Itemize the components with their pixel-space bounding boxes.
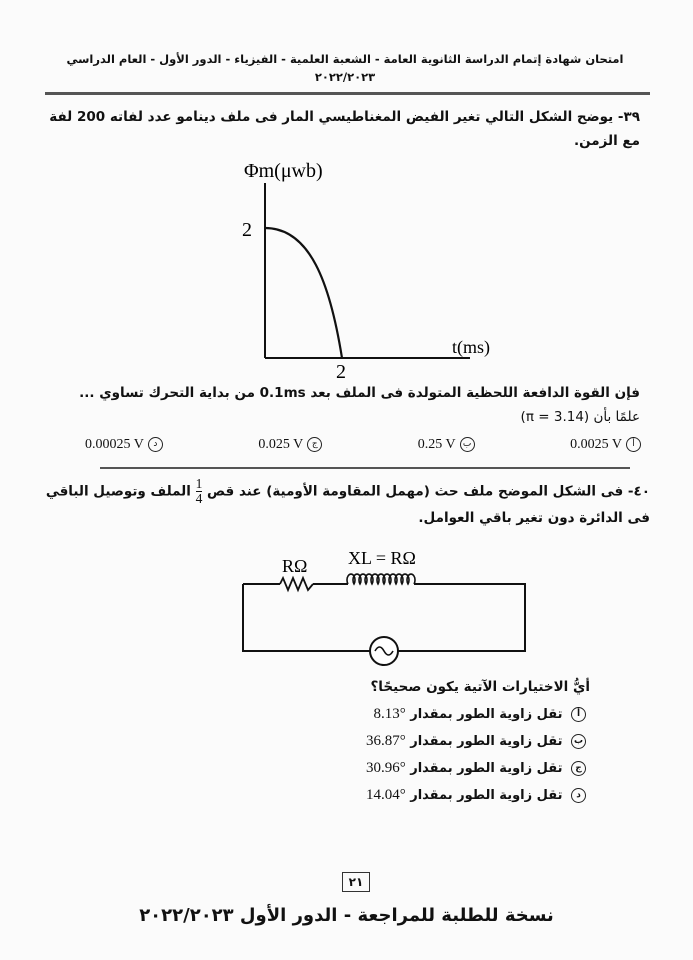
q39-option-a[interactable]: 0.0025 V أ [570,433,645,457]
q40-option-c[interactable]: ج تقل زاوية الطور بمقدار 30.96° [40,755,590,782]
q39-question: فإن القوة الدافعة اللحظية المتولدة فى الملف بعد 0.1ms من بداية التحرك تساوي ... [79,385,640,401]
page-number: ٢١ [342,872,370,892]
page-footer: نسخة للطلبة للمراجعة - الدور الأول ٢٠٢٢/٢٠٢٣ [139,905,554,926]
inductor-label: XL = RΩ [348,548,416,568]
q39-number: ٣٩- [617,109,640,125]
circuit-diagram [230,536,540,671]
q39-text: يوضح الشكل التالي تغير الفيض المغناطيسي المار فى ملف دينامو عدد لفاته 200 لفة مع الزمن. [49,109,640,149]
y-tick-label: 2 [242,219,252,241]
q40-option-d[interactable]: د تقل زاوية الطور بمقدار 14.04° [40,782,590,809]
option-marker: ج [571,761,586,776]
q39-option-d[interactable]: 0.00025 V د [85,433,167,457]
flux-time-graph [230,153,510,381]
option-marker: د [148,437,163,452]
q40-number: ٤٠- [627,483,650,500]
q40-statement: ٤٠- فى الشكل الموضح ملف حث (مهمل المقاومة الأومية) عند قص $\frac{1}{4}$ الملف وتوصيل الباقي فى الدائرة دون تغير باقي العوامل. [45,476,650,526]
option-marker: أ [626,437,641,452]
q40-option-a[interactable]: أ تقل زاوية الطور بمقدار 8.13° [40,701,590,728]
x-axis-label: t(ms) [452,337,490,357]
q39-options [85,433,645,457]
q39-statement [40,105,640,153]
header-divider [45,92,650,95]
option-marker: ب [571,734,586,749]
q39-note: علمًا بأن (π = 3.14) [520,409,640,425]
fraction: $\frac{1}{4}$ [195,476,203,506]
page-header: امتحان شهادة إتمام الدراسة الثانوية العامة - الشعبة العلمية - الفيزياء - الدور الأول - العام الدراسي ٢٠٢٢/٢٠٢٣ [66,52,624,84]
option-marker: ب [460,437,475,452]
option-marker: د [571,788,586,803]
resistor-symbol [280,578,313,590]
x-tick-label: 2 [336,361,346,381]
question-divider [100,467,630,469]
page-content [40,50,650,809]
y-axis-label: Φm(μwb) [244,160,323,182]
flux-curve [265,228,342,358]
option-marker: أ [571,707,586,722]
inductor-symbol [347,574,415,584]
option-marker: ج [307,437,322,452]
resistor-label: RΩ [282,556,308,576]
q39-option-c[interactable]: 0.025 V ج [258,433,326,457]
q39-option-b[interactable]: 0.25 V ب [418,433,479,457]
q40-question: أيُّ الاختيارات الآتية يكون صحيحًا؟ [370,679,590,695]
q40-option-b[interactable]: ب تقل زاوية الطور بمقدار 36.87° [40,728,590,755]
